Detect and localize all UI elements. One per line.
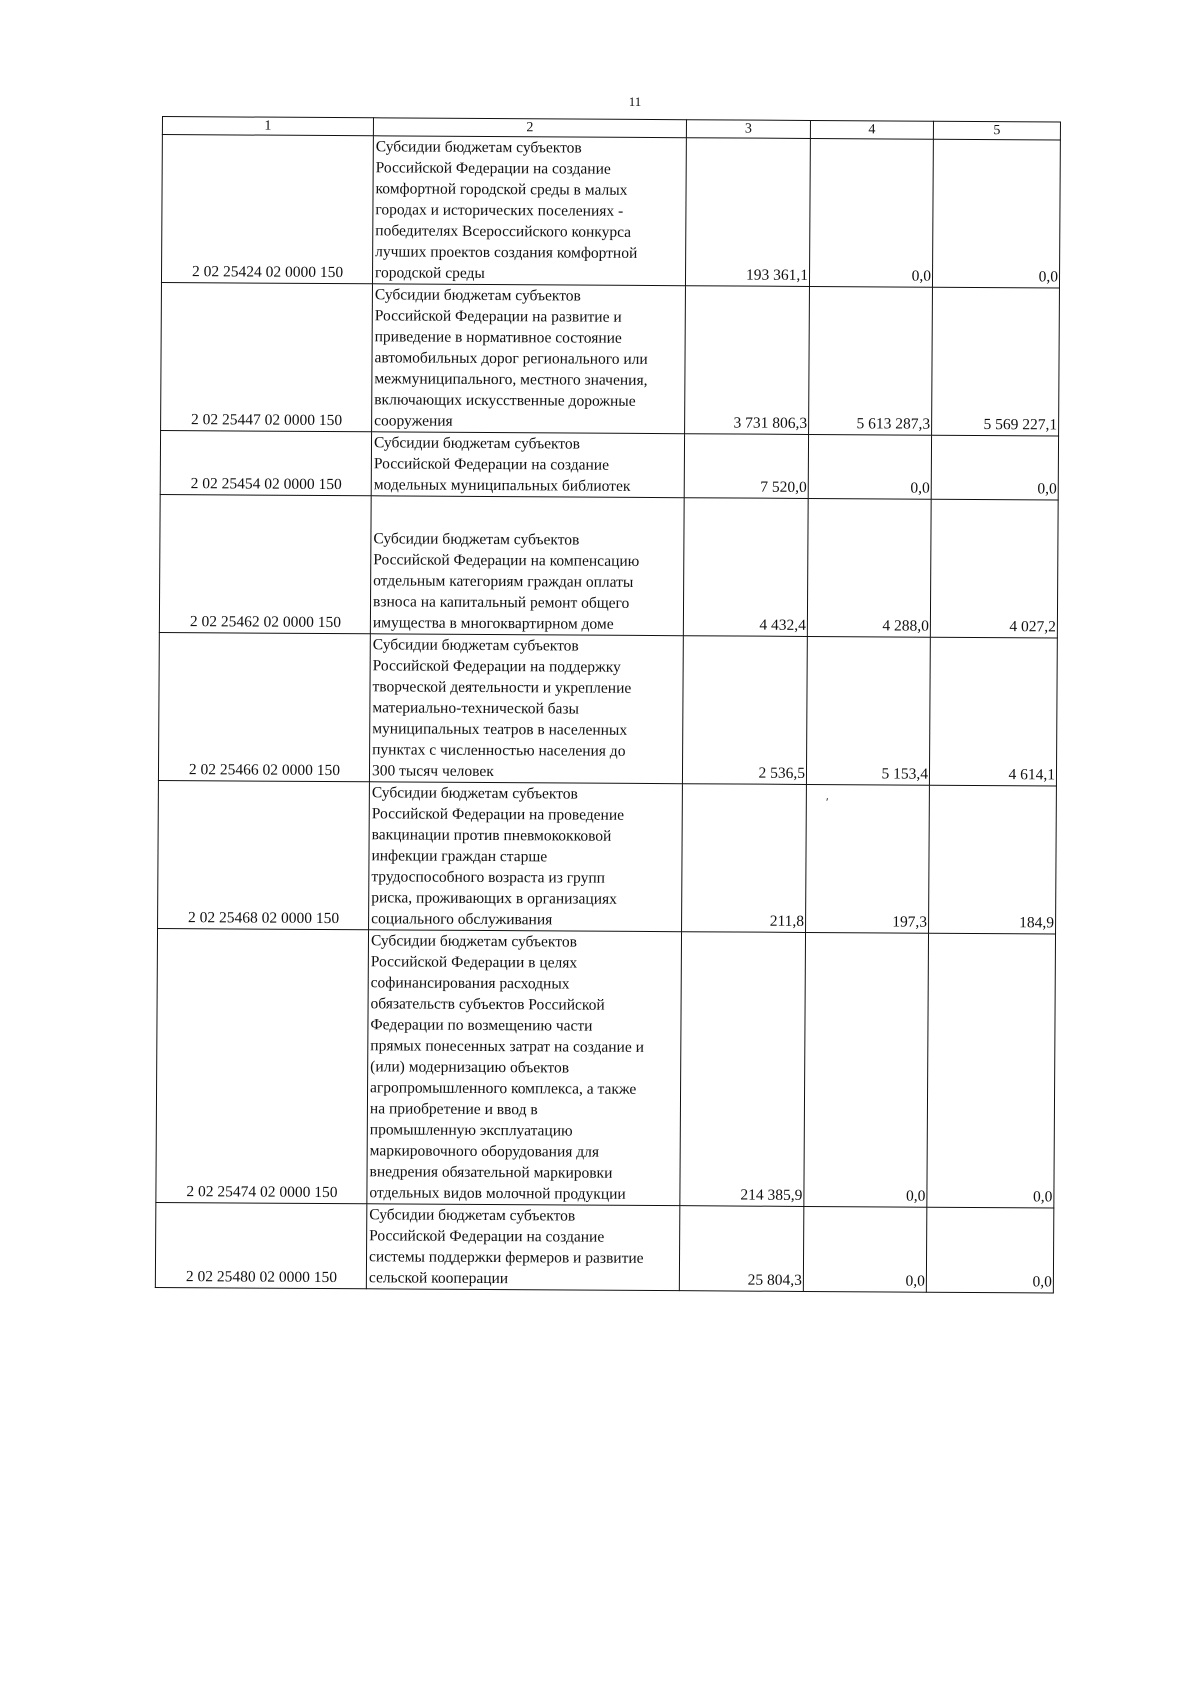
value-col5-cell: 4 614,1 [929,637,1057,786]
table-row [158,632,1057,785]
description-cell: Субсидии бюджетам субъектов Российской Федерации в целях софинансирования расходных обязательств субъектов Российской Федерации по возмещению части прямых понесенных затрат на создание и (или) модернизацию объектов агропромышленного комплекса, а также на приобретение и ввод в промышленную эксплуатацию маркировочного оборудования для внедрения обязательной маркировки отдельных видов молочной продукции [367,930,682,1206]
budget-code-cell: 2 02 25454 02 0000 150 [160,430,371,495]
value-col3-cell: 193 361,1 [685,138,810,287]
value-col3-cell: 211,8 [682,784,807,933]
table-row [158,780,1057,933]
table-wrapper [155,116,1061,1293]
value-col4-cell: 0,0 [808,434,931,499]
value-col4-cell: 4 288,0 [807,498,931,637]
value-col4-cell: 0,0 [803,1206,927,1292]
value-col3-cell: 7 520,0 [684,434,808,499]
value-col4-cell: 5 613 287,3 [809,286,933,435]
column-header-4: 4 [810,120,933,139]
column-header-5: 5 [933,121,1060,140]
column-header-2: 2 [373,118,686,138]
value-col4-cell: 0,0 [804,932,929,1207]
budget-code-cell: 2 02 25474 02 0000 150 [156,928,369,1203]
budget-code-cell: 2 02 25480 02 0000 150 [155,1202,367,1288]
value-col4-cell: 5 153,4 [806,636,930,785]
page-number: 11 [628,94,642,109]
table-row [160,430,1058,499]
column-header-1: 1 [162,117,373,136]
description-cell: Субсидии бюджетам субъектов Российской Федерации на поддержку творческой деятельности и укрепление материально-технической базы муниципальных театров в населенных пунктах с численностью населения до 300 тысяч человек [369,634,683,784]
budget-code-cell: 2 02 25424 02 0000 150 [161,135,373,284]
description-cell: Субсидии бюджетам субъектов Российской Федерации на компенсацию отдельным категориям граждан оплаты взноса на капитальный ремонт общего имущества в многоквартирном доме [370,496,684,636]
value-col5-cell: 5 569 227,1 [932,287,1060,436]
value-col5-cell: 4 027,2 [930,499,1058,638]
budget-code-cell: 2 02 25468 02 0000 150 [158,780,370,929]
table-row [155,1202,1054,1292]
description-cell: Субсидии бюджетам субъектов Российской Федерации на создание комфортной городской среды в малых городах и исторических поселениях - победителях Всероссийского конкурса лучших проектов создания комфортной городской среды [372,136,686,286]
value-col3-cell: 214 385,9 [680,932,806,1207]
value-col3-cell: 3 731 806,3 [685,286,810,435]
value-col3-cell: 2 536,5 [682,636,807,785]
description-cell: Субсидии бюджетам субъектов Российской Федерации на создание системы поддержки фермеров и развитие сельской кооперации [366,1204,680,1291]
value-col5-cell: 0,0 [932,139,1060,288]
value-col5-cell: 0,0 [926,1207,1054,1293]
table-row [156,928,1056,1207]
budget-code-cell: 2 02 25447 02 0000 150 [161,282,373,431]
value-col3-cell: 4 432,4 [683,498,808,637]
column-header-3: 3 [686,120,810,139]
value-col3-cell: 25 804,3 [679,1206,804,1292]
table-row [161,135,1060,288]
table-row [161,282,1060,435]
budget-code-cell: 2 02 25462 02 0000 150 [159,494,371,633]
value-col4-cell: 0,0 [809,138,933,287]
value-col5-cell: 184,9 [929,785,1057,934]
value-col4-cell: 197,3 [806,784,930,933]
description-cell: Субсидии бюджетам субъектов Российской Федерации на создание модельных муниципальных библиотек [371,432,684,498]
description-cell: Субсидии бюджетам субъектов Российской Федерации на проведение вакцинации против пневмококковой инфекции граждан старше трудоспособного возраста из групп риска, проживающих в организациях социального обслуживания [369,782,683,932]
budget-table [155,116,1061,1293]
description-cell: Субсидии бюджетам субъектов Российской Федерации на развитие и приведение в нормативное состояние автомобильных дорог регионального или межмуниципального, местного значения, включающих искусственные дорожные сооружения [372,284,686,434]
table-row [159,494,1058,637]
budget-code-cell: 2 02 25466 02 0000 150 [158,632,370,781]
value-col5-cell: 0,0 [927,933,1056,1208]
stray-scan-mark: ʹ [826,795,829,809]
value-col5-cell: 0,0 [931,435,1058,500]
